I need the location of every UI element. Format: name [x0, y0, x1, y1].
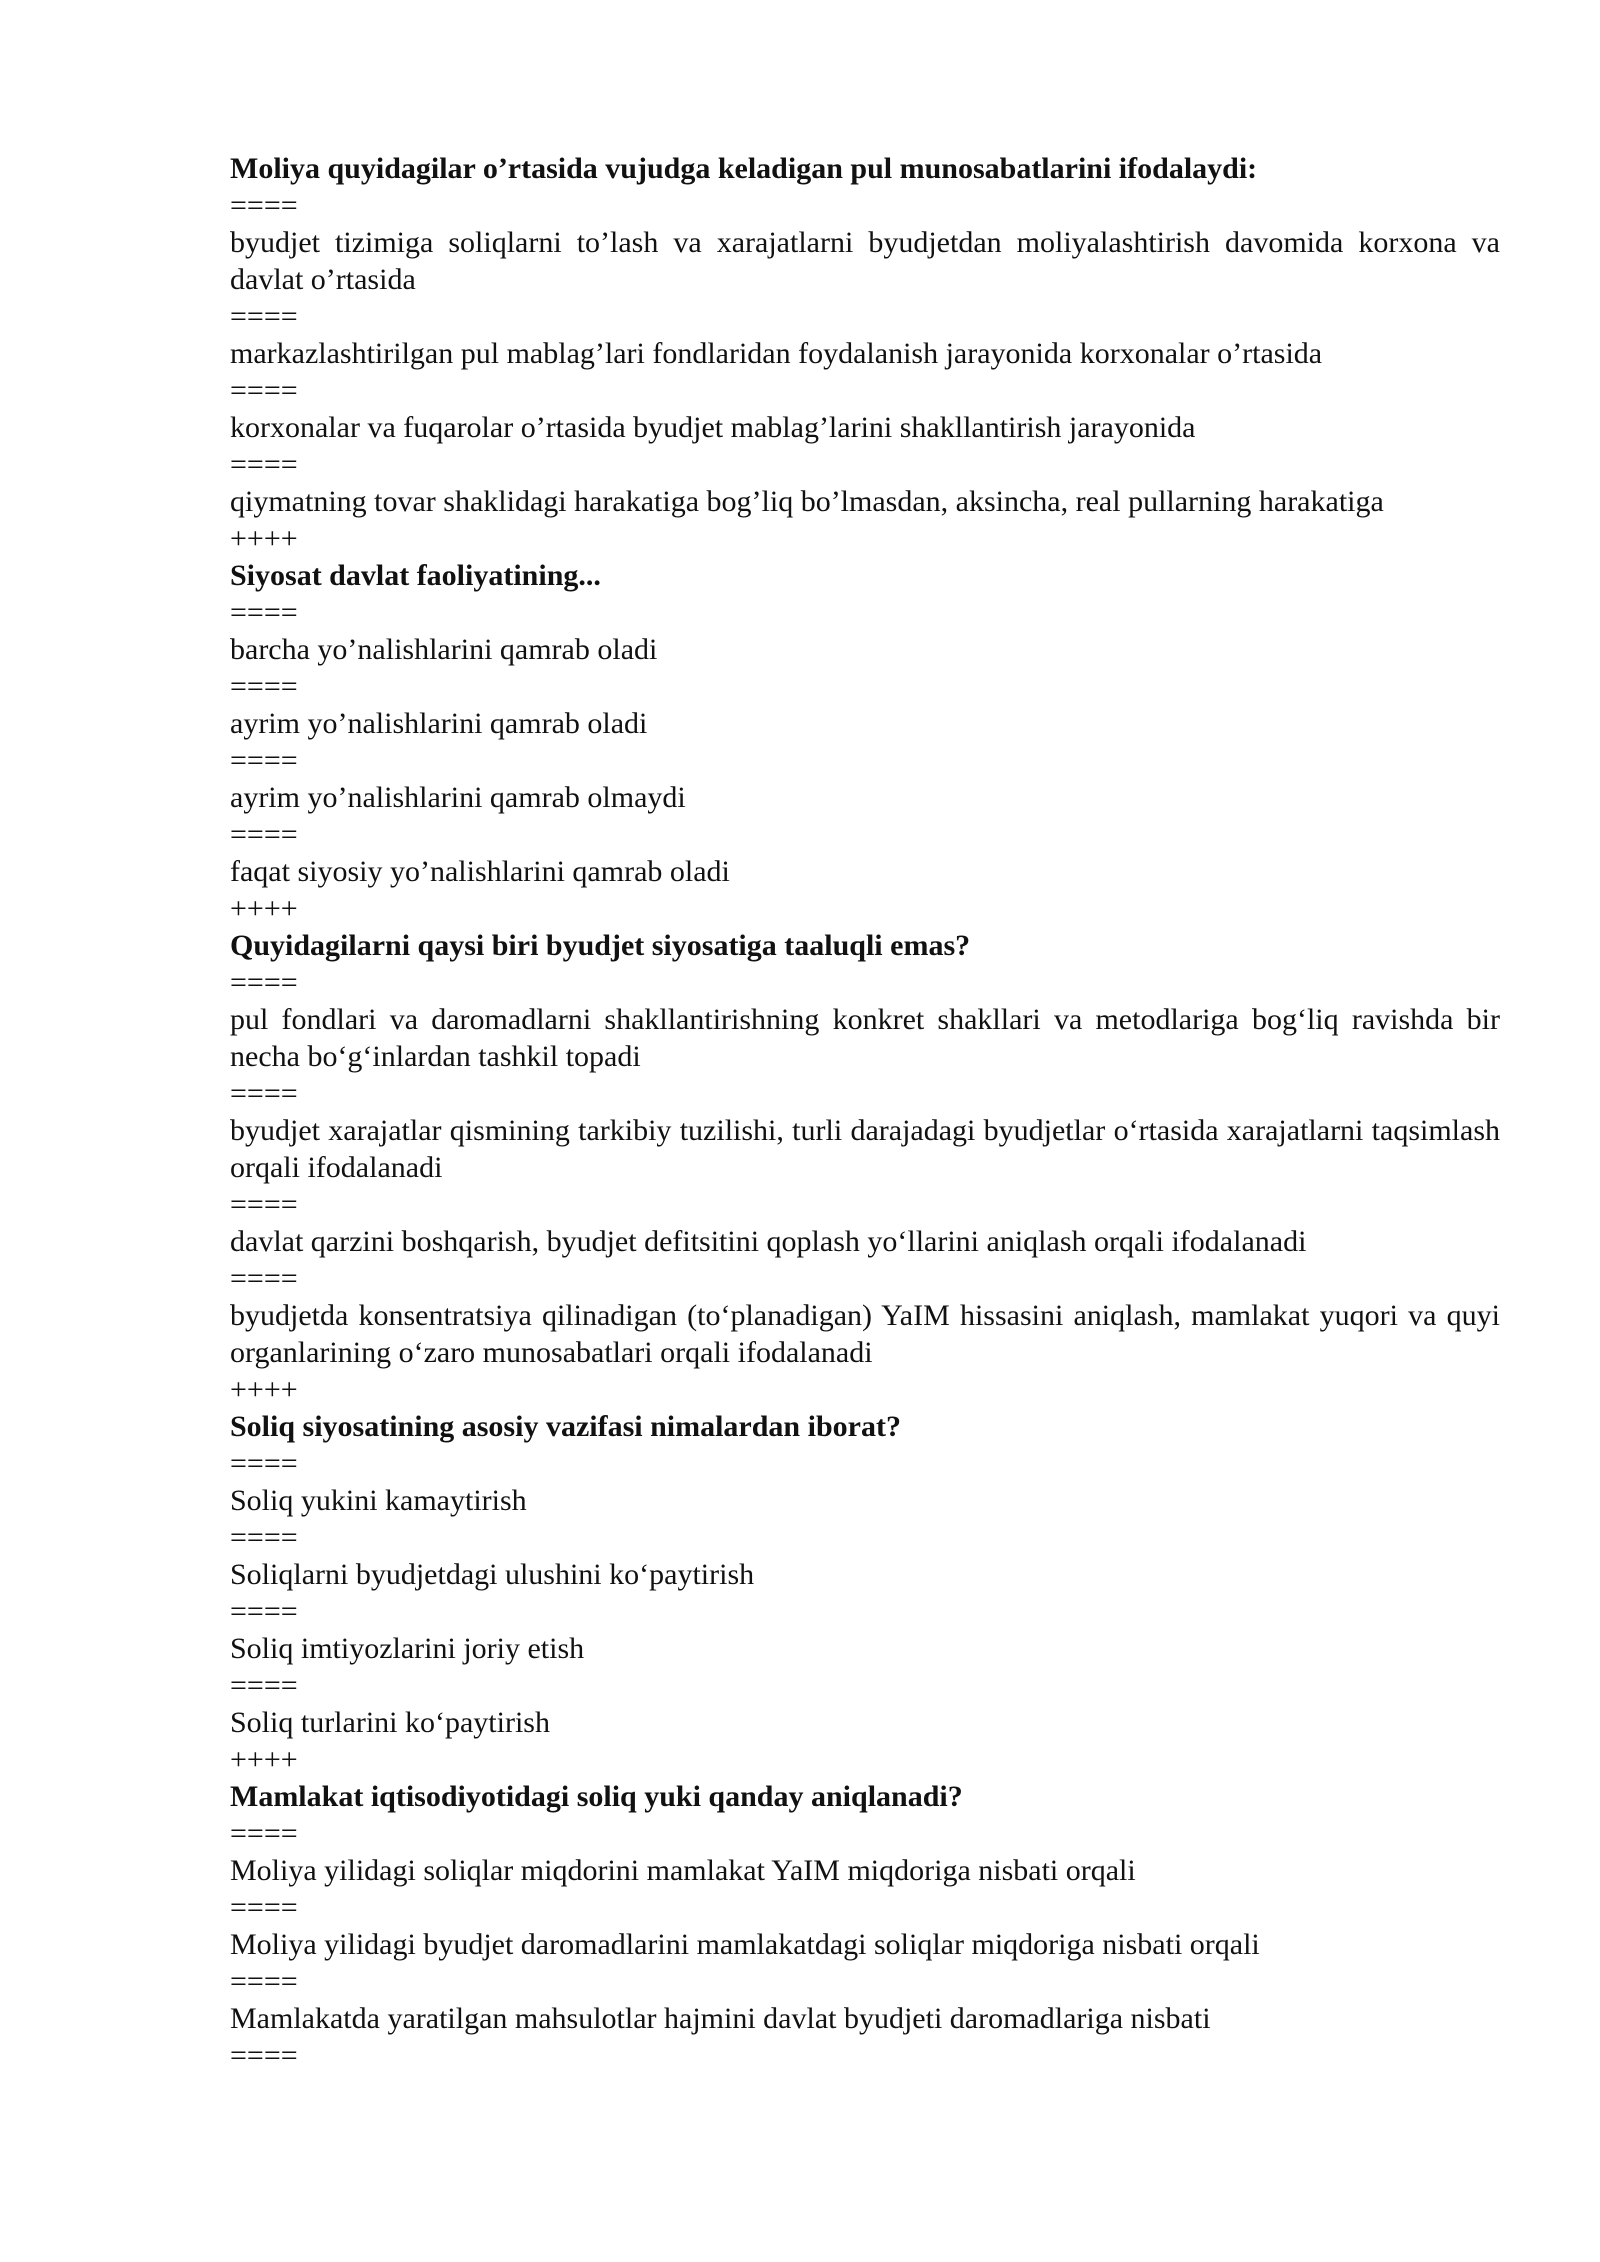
option-separator: ====	[230, 1817, 298, 1850]
answer-option: byudjetda konsentratsiya qilinadigan (to‘planadigan) YaIM hissasini aniqlash, mamlakat yuqori va quyi organlarining o‘zaro munosabatlari orqali ifodalanadi	[230, 1299, 1500, 1369]
answer-option: Soliqlarni byudjetdagi ulushini ko‘paytirish	[230, 1558, 755, 1591]
answer-option: markazlashtirilgan pul mablag’lari fondlaridan foydalanish jarayonida korxonalar o’rtasida	[230, 337, 1323, 370]
document-page	[230, 150, 1500, 2074]
option-separator: ====	[230, 1262, 298, 1295]
question-text: Mamlakat iqtisodiyotidagi soliq yuki qanday aniqlanadi?	[230, 1780, 963, 1813]
question-text: Soliq siyosatining asosiy vazifasi nimalardan iborat?	[230, 1410, 901, 1443]
option-separator: ====	[230, 1188, 298, 1221]
answer-option: Moliya yilidagi soliqlar miqdorini mamlakat YaIM miqdoriga nisbati orqali	[230, 1854, 1136, 1887]
answer-option: Mamlakatda yaratilgan mahsulotlar hajmini davlat byudjeti daromadlariga nisbati	[230, 2002, 1211, 2035]
option-separator: ====	[230, 744, 298, 777]
answer-option: Soliq yukini kamaytirish	[230, 1484, 527, 1517]
option-separator: ====	[230, 374, 298, 407]
answer-option: ayrim yo’nalishlarini qamrab oladi	[230, 707, 648, 740]
option-separator: ====	[230, 1521, 298, 1554]
option-separator: ====	[230, 189, 298, 222]
option-separator: ====	[230, 1447, 298, 1480]
option-separator: ====	[230, 1965, 298, 1998]
answer-option: barcha yo’nalishlarini qamrab oladi	[230, 633, 658, 666]
answer-option: Soliq imtiyozlarini joriy etish	[230, 1632, 585, 1665]
question-separator: ++++	[230, 892, 298, 925]
question-block	[230, 557, 1500, 927]
question-block	[230, 927, 1500, 1408]
question-block	[230, 1778, 1500, 2074]
question-block	[230, 150, 1500, 557]
answer-option: faqat siyosiy yo’nalishlarini qamrab oladi	[230, 855, 730, 888]
answer-option: korxonalar va fuqarolar o’rtasida byudjet mablag’larini shakllantirish jarayonida	[230, 411, 1196, 444]
answer-option: qiymatning tovar shaklidagi harakatiga bog’liq bo’lmasdan, aksincha, real pullarning harakatiga	[230, 485, 1384, 518]
option-separator: ====	[230, 1595, 298, 1628]
question-separator: ++++	[230, 1373, 298, 1406]
option-separator: ====	[230, 1077, 298, 1110]
question-separator: ++++	[230, 522, 298, 555]
option-separator: ====	[230, 448, 298, 481]
option-separator: ====	[230, 1891, 298, 1924]
answer-option: ayrim yo’nalishlarini qamrab olmaydi	[230, 781, 686, 814]
question-text: Quyidagilarni qaysi biri byudjet siyosatiga taaluqli emas?	[230, 929, 971, 962]
question-separator: ++++	[230, 1743, 298, 1776]
option-separator: ====	[230, 670, 298, 703]
answer-option: byudjet tizimiga soliqlarni to’lash va xarajatlarni byudjetdan moliyalashtirish davomida korxona va davlat o’rtasida	[230, 226, 1500, 296]
answer-option: Moliya yilidagi byudjet daromadlarini mamlakatdagi soliqlar miqdoriga nisbati orqali	[230, 1928, 1260, 1961]
option-separator: ====	[230, 818, 298, 851]
question-block	[230, 1408, 1500, 1778]
answer-option: davlat qarzini boshqarish, byudjet defitsitini qoplash yo‘llarini aniqlash orqali ifodalanadi	[230, 1225, 1307, 1258]
answer-option: pul fondlari va daromadlarni shakllantirishning konkret shakllari va metodlariga bog‘liq ravishda bir necha bo‘g‘inlardan tashkil topadi	[230, 1003, 1500, 1073]
option-separator: ====	[230, 300, 298, 333]
answer-option: byudjet xarajatlar qismining tarkibiy tuzilishi, turli darajadagi byudjetlar o‘rtasida xarajatlarni taqsimlash orqali ifodalanadi	[230, 1114, 1500, 1184]
option-separator: ====	[230, 1669, 298, 1702]
question-text: Moliya quyidagilar o’rtasida vujudga keladigan pul munosabatlarini ifodalaydi:	[230, 152, 1258, 185]
option-separator: ====	[230, 966, 298, 999]
question-text: Siyosat davlat faoliyatining...	[230, 559, 601, 592]
answer-option: Soliq turlarini ko‘paytirish	[230, 1706, 550, 1739]
option-separator: ====	[230, 2039, 298, 2072]
option-separator: ====	[230, 596, 298, 629]
